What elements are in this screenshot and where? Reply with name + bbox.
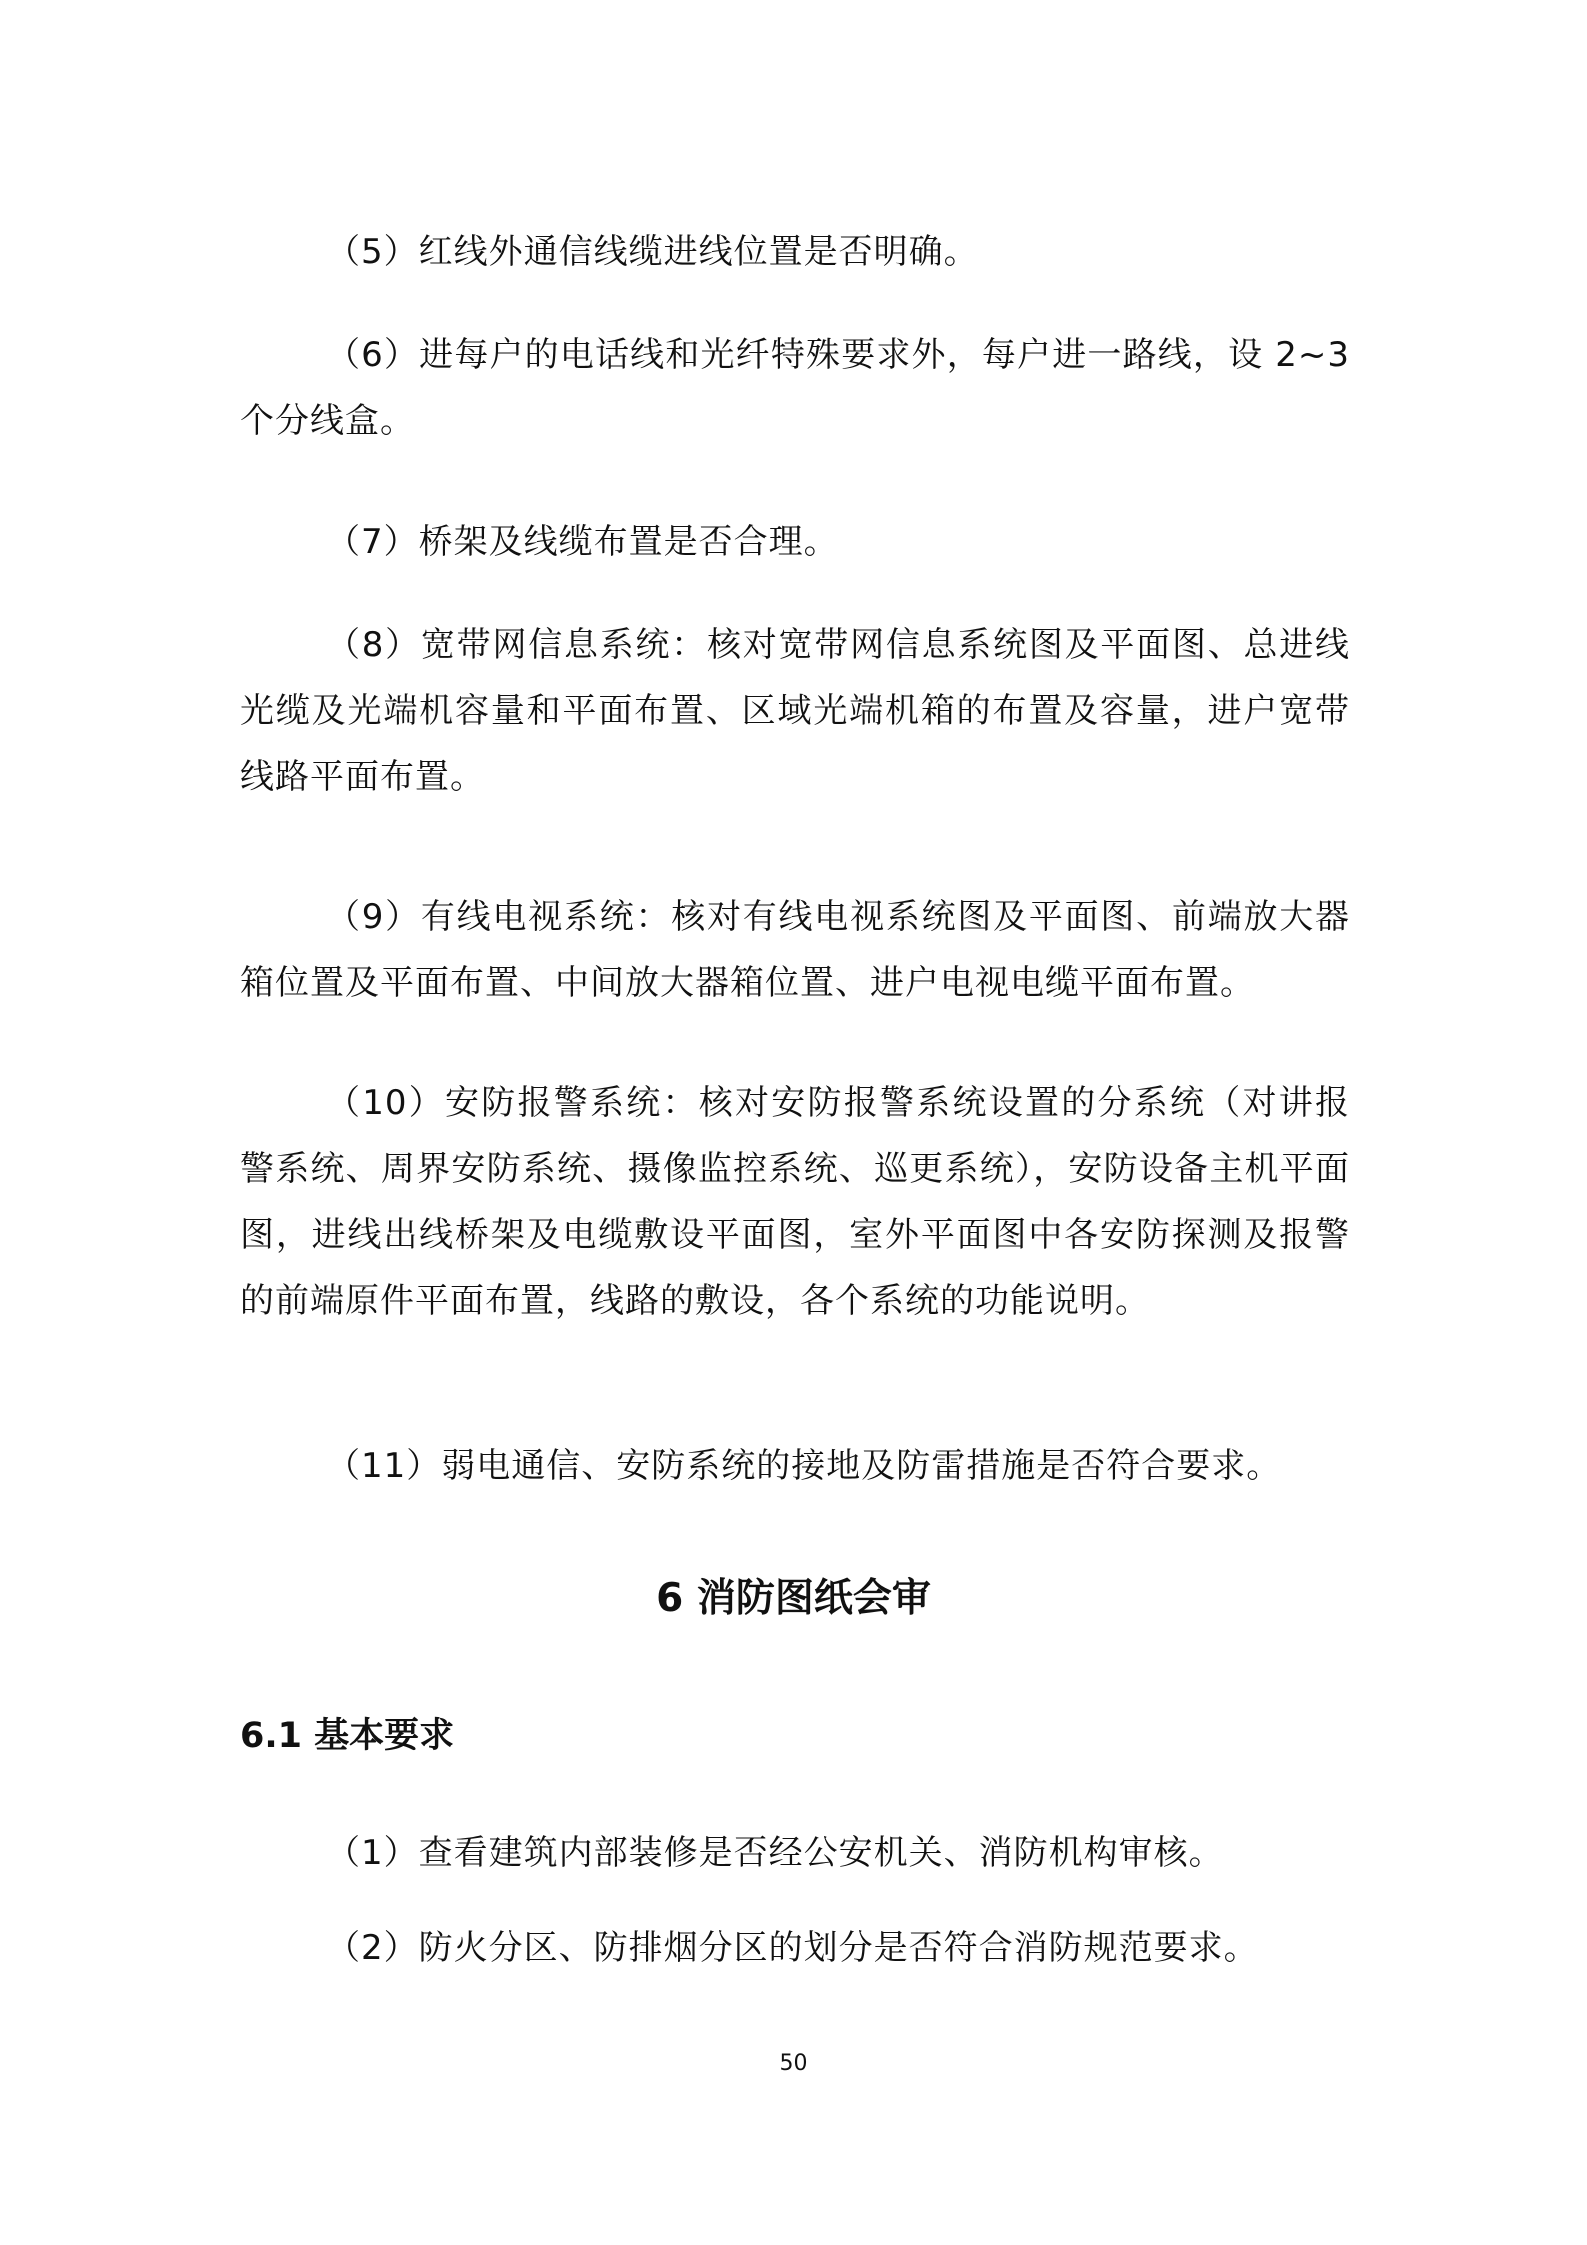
subsection-heading: 6.1 基本要求 — [240, 1716, 455, 1756]
page-number: 50 — [779, 2051, 808, 2076]
paragraph-item-6: （6）进每户的电话线和光纤特殊要求外，每户进一路线，设 2~3 个分线盒。 — [240, 335, 1350, 441]
paragraph-item-11: （11）弱电通信、安防系统的接地及防雷措施是否符合要求。 — [326, 1446, 1282, 1486]
paragraph-item-7: （7）桥架及线缆布置是否合理。 — [326, 522, 839, 562]
paragraph-item-8: （8）宽带网信息系统：核对宽带网信息系统图及平面图、总进线光缆及光端机容量和平面布置、区域光端机箱的布置及容量，进户宽带线路平面布置。 — [240, 625, 1350, 797]
paragraph-item-9: （9）有线电视系统：核对有线电视系统图及平面图、前端放大器箱位置及平面布置、中间放大器箱位置、进户电视电缆平面布置。 — [240, 897, 1350, 1003]
section-heading: 6 消防图纸会审 — [656, 1576, 931, 1621]
subsection-paragraph-1: （1）查看建筑内部装修是否经公安机关、消防机构审核。 — [326, 1833, 1224, 1873]
subsection-paragraph-2: （2）防火分区、防排烟分区的划分是否符合消防规范要求。 — [326, 1928, 1259, 1968]
paragraph-item-10: （10）安防报警系统：核对安防报警系统设置的分系统（对讲报警系统、周界安防系统、摄像监控系统、巡更系统），安防设备主机平面图，进线出线桥架及电缆敷设平面图，室外平面图中各安防探测及报警的前端原件平面布置，线路的敷设，各个系统的功能说明。 — [240, 1083, 1350, 1321]
paragraph-item-5: （5）红线外通信线缆进线位置是否明确。 — [326, 232, 979, 272]
